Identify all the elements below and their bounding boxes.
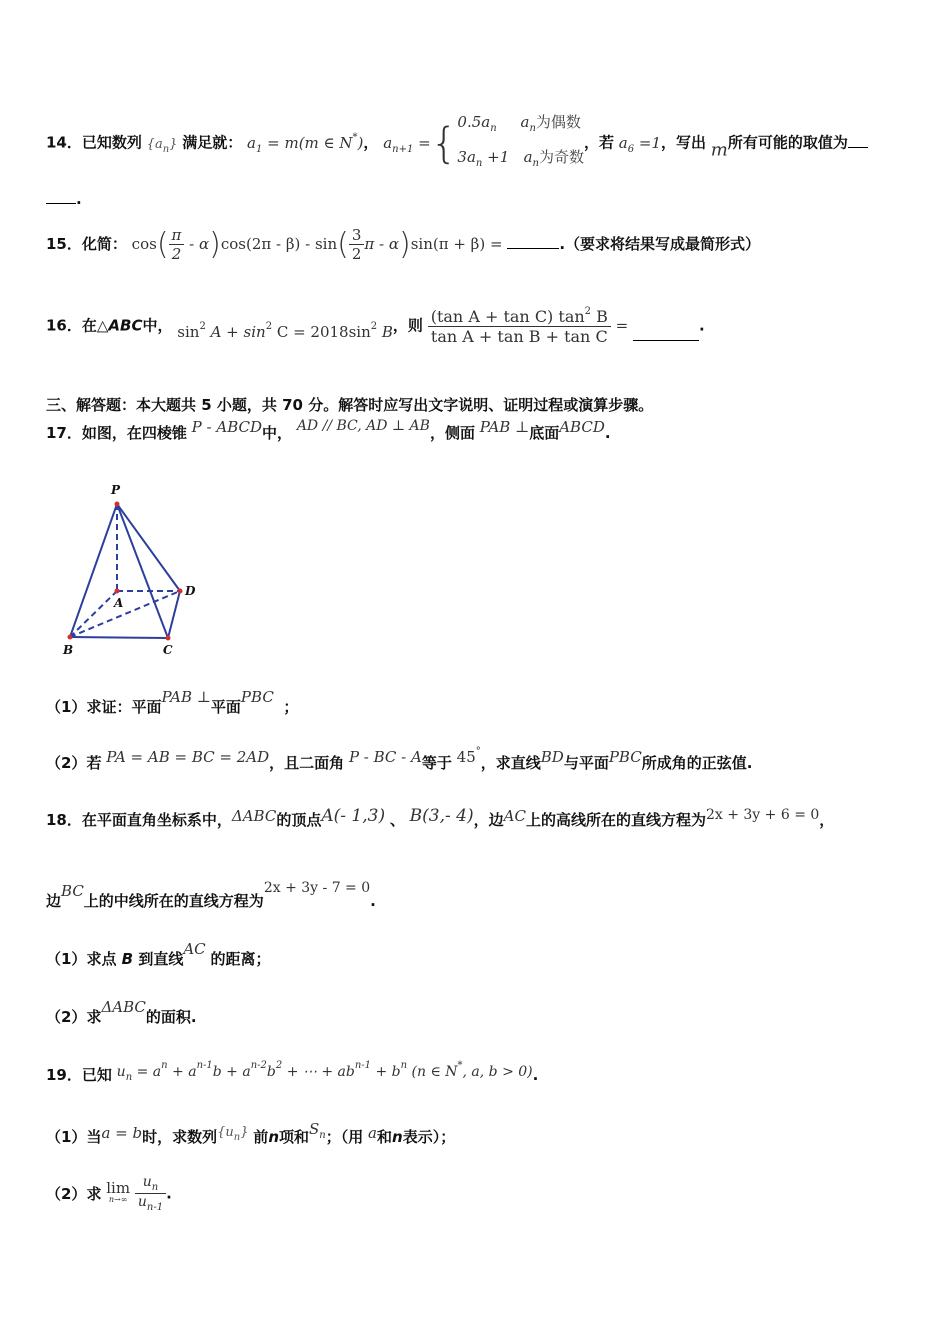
q15-frac-pi-2: $\frac{\pi}{2}$ bbox=[169, 226, 185, 263]
q19-p2-end: . bbox=[166, 1184, 172, 1203]
q18-p2-text-1: 求 bbox=[86, 1008, 102, 1026]
question-17 bbox=[46, 418, 611, 443]
edge-PC bbox=[117, 504, 168, 638]
label-B: B bbox=[63, 643, 74, 657]
q19-p1-sum: $S_n$ bbox=[309, 1120, 326, 1141]
q18-p2-end: 的面积. bbox=[145, 1008, 197, 1026]
q18-p1-ac: AC bbox=[183, 940, 206, 958]
q19-p1-text-1: 当 bbox=[86, 1128, 102, 1146]
q16-fraction: $\frac{(\tan A + \tan C) \tan^2 B}{\text{tan A + tan B + tan C}}$ bbox=[428, 306, 611, 346]
q17-p1-pbc: PBC bbox=[240, 688, 274, 706]
section-3-heading: 三、解答题：本大题共 5 小题，共 70 分。解答时应写出文字说明、证明过程或演算步骤。 bbox=[46, 396, 654, 414]
q18-text-3: 、 bbox=[389, 811, 405, 829]
q18-end: . bbox=[370, 892, 376, 910]
q17-pyramid: P - ABCD bbox=[191, 418, 263, 436]
q17-text-3: ，侧面 bbox=[429, 424, 475, 442]
q16-abc: ABC bbox=[108, 316, 143, 335]
q19-p1-a: a bbox=[368, 1124, 377, 1142]
q16-number: 16． bbox=[46, 316, 82, 335]
q17-p2-text-1: 若 bbox=[86, 754, 102, 772]
label-C: C bbox=[163, 643, 173, 657]
q17-p2-text-3: 等于 bbox=[421, 754, 452, 772]
q14-initial-condition: $a_1 = m(m$ ∈ N*) bbox=[247, 131, 364, 155]
q15-paren-open-2: ( bbox=[337, 227, 349, 262]
q14-answer-blank-a[interactable] bbox=[848, 135, 868, 148]
edge-BD bbox=[70, 591, 180, 637]
q18-number: 18． bbox=[46, 811, 82, 829]
q18-bc: BC bbox=[61, 882, 84, 900]
q18-text-1: 在平面直角坐标系中， bbox=[81, 811, 232, 829]
q18-part-1 bbox=[46, 940, 270, 969]
q18-p1-b: B bbox=[121, 950, 134, 968]
q14-seq: $\{a_n\}$ bbox=[146, 136, 178, 155]
q16-text-3: ，则 bbox=[392, 316, 423, 335]
q17-text-2: 中， bbox=[262, 424, 293, 442]
q19-end: . bbox=[532, 1066, 539, 1084]
q14-text-1: 已知数列 bbox=[81, 133, 142, 152]
q17-abcd: ABCD bbox=[559, 418, 605, 436]
q18-p1-text-2: 到直线 bbox=[133, 950, 184, 968]
q15-mid-1: cos(2π - β) - sin bbox=[220, 235, 338, 253]
q17-part-2 bbox=[46, 746, 752, 773]
q15-cos: cos bbox=[131, 235, 157, 253]
label-A: A bbox=[114, 596, 124, 610]
q19-p1-sequence: $\{u_n\}$ bbox=[217, 1125, 249, 1143]
vertex-B bbox=[68, 635, 73, 640]
q15-minus-alpha: - α bbox=[184, 235, 210, 253]
vertex-C bbox=[166, 636, 171, 641]
q17-p2-end: 所成角的正弦值. bbox=[641, 754, 753, 772]
q19-p2-limit: lim n→∞ bbox=[106, 1178, 131, 1204]
q18-triangle: ΔABC bbox=[231, 807, 277, 825]
q18-point-b: B(3,- 4) bbox=[409, 806, 474, 826]
question-18-cont bbox=[46, 880, 376, 911]
q19-part-1 bbox=[46, 1120, 455, 1147]
q19-part-2 bbox=[46, 1174, 172, 1213]
q15-number: 15． bbox=[46, 235, 82, 253]
q18-p1-number: （1） bbox=[46, 950, 87, 968]
q19-p1-end: 表示）； bbox=[402, 1128, 456, 1146]
q16-text-1: 在△ bbox=[81, 316, 109, 335]
q14-comma: ， bbox=[363, 133, 379, 152]
q14-number: 14． bbox=[46, 133, 82, 152]
q16-equals: = bbox=[615, 316, 629, 335]
q17-pab: PAB ⊥ bbox=[479, 418, 530, 436]
q18-text-2: 的顶点 bbox=[276, 811, 322, 829]
q16-condition: $\sin^2 A + \sin^2 C = 2018\sin^2$ B bbox=[177, 320, 393, 341]
q18-text-6: ， bbox=[819, 811, 835, 829]
q17-p2-bd: BD bbox=[540, 748, 564, 766]
q17-p1-text-1: 求证：平面 bbox=[86, 698, 162, 716]
q17-text-1: 如图，在四棱锥 bbox=[81, 424, 187, 442]
q14-brace: { bbox=[430, 118, 458, 168]
q18-point-a: A(- 1,3) bbox=[321, 806, 386, 826]
q14-text-2: 满足就： bbox=[182, 133, 243, 152]
q18-p2-triangle: ΔABC bbox=[101, 998, 146, 1016]
q19-p1-n: n bbox=[268, 1128, 279, 1146]
q17-p2-pbc: PBC bbox=[608, 748, 642, 766]
q17-p2-degree: 45° bbox=[456, 746, 481, 766]
q19-p1-number: （1） bbox=[46, 1128, 87, 1146]
q17-p2-condition: PA = AB = BC = 2AD bbox=[106, 748, 270, 766]
q15-pi-alpha: π - α bbox=[364, 235, 399, 253]
q15-end: .（要求将结果写成最简形式） bbox=[559, 235, 761, 253]
q19-p1-text-6: 和 bbox=[377, 1128, 393, 1146]
question-14-cont bbox=[46, 190, 82, 208]
q19-text-1: 已知 bbox=[81, 1066, 112, 1084]
q19-p1-text-4: 项和 bbox=[279, 1128, 310, 1146]
q19-definition: $u_n = a^n + a^{n-1}b + a^{n-2}b^2$ + ⋯ + $ab^{n-1} + b^n$ (n ∈ N*, a, b > 0) bbox=[116, 1060, 533, 1083]
q19-p1-text-5: ；（用 bbox=[325, 1128, 364, 1146]
q15-frac-3-2: $\frac{3}{2}$ bbox=[349, 226, 365, 263]
q17-p2-number: （2） bbox=[46, 754, 87, 772]
q18-text-5: 上的高线所在的直线方程为 bbox=[525, 811, 706, 829]
q17-p2-text-5: 与平面 bbox=[563, 754, 609, 772]
q17-p2-text-2: ，且二面角 bbox=[269, 754, 345, 772]
pyramid-figure bbox=[55, 478, 205, 658]
q16-end: . bbox=[699, 316, 705, 335]
q15-paren-close-2: ) bbox=[398, 227, 411, 262]
q17-p2-dihedral: P - BC - A bbox=[348, 748, 422, 766]
q18-median-equation: 2x + 3y - 7 = 0 bbox=[263, 880, 371, 896]
q16-text-2: 中， bbox=[142, 316, 173, 335]
vertex-D bbox=[178, 589, 183, 594]
q18-part-2 bbox=[46, 998, 197, 1027]
question-16 bbox=[46, 306, 705, 346]
q17-p1-pab: PAB ⊥ bbox=[161, 688, 211, 706]
edge-BC bbox=[70, 637, 168, 638]
q19-p2-ratio: $\frac{u_n}{u_{n-1}}$ bbox=[135, 1174, 166, 1213]
q17-end: . bbox=[604, 424, 611, 442]
question-18 bbox=[46, 806, 834, 830]
q19-p1-n-2: n bbox=[392, 1128, 403, 1146]
q15-paren-open: ( bbox=[156, 227, 169, 262]
label-D: D bbox=[185, 584, 196, 598]
q14-end: . bbox=[76, 190, 82, 208]
q17-p1-number: （1） bbox=[46, 698, 87, 716]
q14-cases: $0.5a_n$ $a_n$为偶数 $3a_n +1$ $a_n$为奇数 bbox=[457, 113, 584, 169]
q14-m: m bbox=[710, 139, 728, 161]
edge-BA bbox=[70, 591, 117, 637]
question-19 bbox=[46, 1060, 538, 1085]
q17-part-1 bbox=[46, 688, 298, 717]
q17-condition: AD // BC, AD ⊥ AB bbox=[296, 418, 430, 434]
vertex-P bbox=[115, 502, 120, 507]
q14-text-4: ，写出 bbox=[661, 133, 707, 152]
edge-PD bbox=[117, 504, 180, 591]
q19-p2-number: （2） bbox=[46, 1185, 87, 1203]
q18-ac: AC bbox=[503, 807, 526, 825]
q18-p2-number: （2） bbox=[46, 1008, 87, 1026]
edge-PB bbox=[70, 504, 117, 637]
q16-answer-blank[interactable] bbox=[633, 328, 699, 341]
q18-p1-end: 的距离； bbox=[210, 950, 271, 968]
edge-CD bbox=[168, 591, 180, 638]
q18-p1-text-1: 求点 bbox=[86, 950, 122, 968]
vertex-A bbox=[115, 589, 120, 594]
q14-a6: $a_6 =1$ bbox=[618, 133, 661, 155]
q15-mid-2: sin(π + β) = bbox=[410, 235, 503, 253]
q17-p1-end: ； bbox=[283, 698, 299, 716]
q14-text-5: 所有可能的取值为 bbox=[727, 133, 848, 152]
q14-text-3: ，若 bbox=[583, 133, 614, 152]
question-15 bbox=[46, 226, 760, 263]
label-P: P bbox=[111, 483, 121, 497]
q17-p1-text-2: 平面 bbox=[210, 698, 241, 716]
q18-text-8: 上的中线所在的直线方程为 bbox=[83, 892, 264, 910]
q18-text-4: ，边 bbox=[473, 811, 504, 829]
q19-p2-text-1: 求 bbox=[86, 1185, 102, 1203]
q15-paren-close: ) bbox=[209, 227, 221, 262]
q18-altitude-equation: 2x + 3y + 6 = 0 bbox=[705, 807, 820, 823]
q17-text-4: 底面 bbox=[529, 424, 560, 442]
q15-text-1: 化简： bbox=[81, 235, 127, 253]
q19-number: 19． bbox=[46, 1066, 82, 1084]
q15-answer-blank[interactable] bbox=[507, 236, 559, 249]
q18-text-7: 边 bbox=[46, 892, 62, 910]
q14-recurrence: $a_{n+1}$ = bbox=[383, 133, 431, 155]
q17-number: 17． bbox=[46, 424, 82, 442]
question-14 bbox=[46, 108, 868, 178]
q19-p1-condition: a = b bbox=[101, 1124, 143, 1142]
q19-p1-text-2: 时，求数列 bbox=[142, 1128, 218, 1146]
q19-p1-text-3: 前 bbox=[253, 1128, 269, 1146]
q17-p2-text-4: ，求直线 bbox=[480, 754, 541, 772]
q14-answer-blank-b[interactable] bbox=[46, 191, 76, 204]
